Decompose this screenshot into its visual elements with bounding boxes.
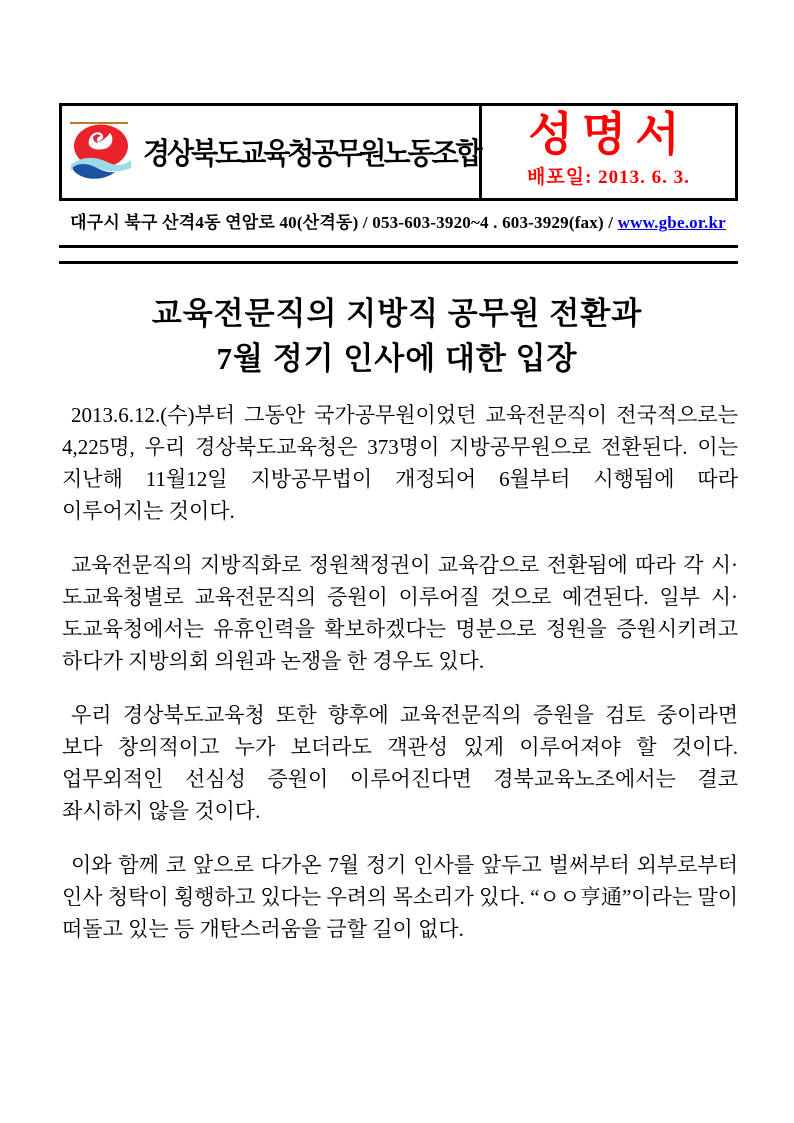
release-date: 배포일: 2013. 6. 3. — [527, 167, 690, 188]
body-paragraph: 2013.6.12.(수)부터 그동안 국가공무원이었던 교육전문직이 전국적으로는 4,225명, 우리 경상북도교육청은 373명이 지방공무원으로 전환된다. 이는 지난해 11월12일 지방공무법이 개정되어 6월부터 시행됨에 따라 이루어지는 것이다. — [62, 403, 738, 523]
statement-title-line2: 7월 정기 인사에 대한 입장 — [216, 341, 578, 376]
statement-title — [0, 291, 794, 381]
statement-title-line1: 교육전문직의 지방직 공무원 전환과 — [151, 296, 643, 331]
union-wave-emblem-icon — [69, 121, 133, 183]
document-type-label: 성명서 — [528, 109, 689, 160]
website-link[interactable]: www.gbe.or.kr — [617, 213, 726, 232]
horizontal-rule-top — [59, 245, 738, 248]
statement-body — [62, 399, 738, 967]
address-text: 대구시 북구 산격4동 연암로 40(산격동) / 053-603-3920~4 . 603-3929(fax) / — [70, 213, 618, 232]
letterhead-box — [59, 103, 738, 201]
contact-line — [57, 208, 739, 233]
organization-name: 경상북도교육청공무원노동조합 — [143, 137, 480, 170]
letterhead-left-cell — [62, 106, 482, 198]
letterhead-right-cell — [482, 106, 735, 198]
body-paragraph: 이와 함께 코 앞으로 다가온 7월 정기 인사를 앞두고 벌써부터 외부로부터 인사 청탁이 횡행하고 있다는 우려의 목소리가 있다. “ㅇㅇ亨通”이라는 말이 떠돌고 있는 등 개탄스러움을 금할 길이 없다. — [62, 853, 738, 941]
body-paragraph: 교육전문직의 지방직화로 정원책정권이 교육감으로 전환됨에 따라 각 시·도교육청별로 교육전문직의 증원이 이루어질 것으로 예견된다. 일부 시·도교육청에서는 유휴인력을 확보하겠다는 명분으로 정원을 증원시키려고 하다가 지방의회 의원과 논쟁을 한 경우도 있다. — [62, 553, 738, 673]
body-paragraph: 우리 경상북도교육청 또한 향후에 교육전문직의 증원을 검토 중이라면 보다 창의적이고 누가 보더라도 객관성 있게 이루어져야 할 것이다. 업무외적인 선심성 증원이 이루어진다면 경북교육노조에서는 결코 좌시하지 않을 것이다. — [62, 703, 738, 823]
horizontal-rule-bottom — [59, 261, 738, 264]
